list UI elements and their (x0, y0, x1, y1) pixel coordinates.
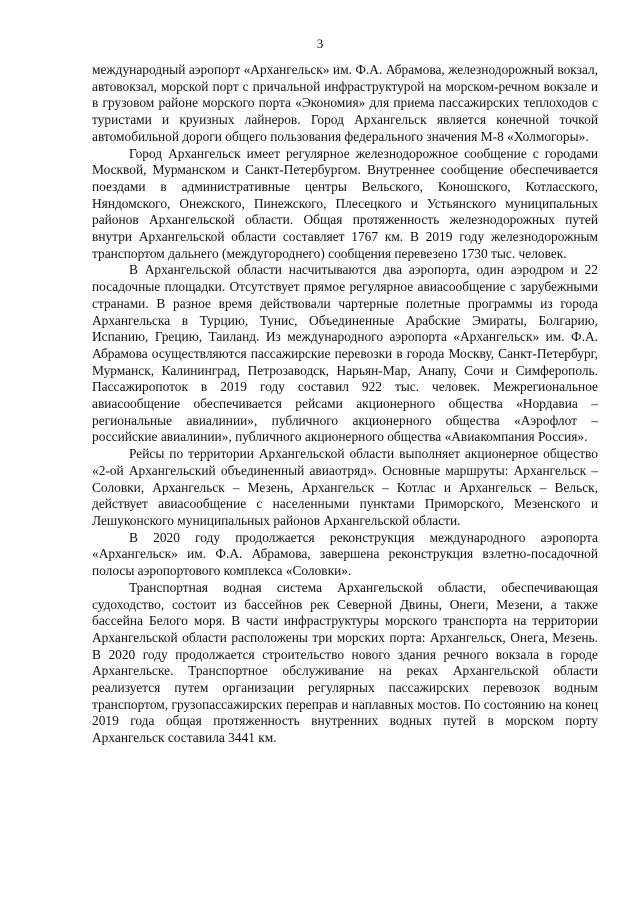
paragraph-reconstruction: В 2020 году продолжается реконструкция международного аэропорта «Архангельск» им. Ф.А. Абрамова, завершена реконструкция взлетно-посадочной полосы аэропортового комплекса «Соловки». (92, 529, 598, 579)
document-body (92, 62, 598, 747)
paragraph-regional-flights: Рейсы по территории Архангельской области выполняет акционерное общество «2-ой Архангельский объединенный авиаотряд». Основные маршруты: Архангельск – Соловки, Архангельск – Мезень, Архангельск – Котлас и Архангельск – Вельск, действует авиасообщение с населенными пунктами Приморского, Мезенского и Лешуконского муниципальных районов Архангельской области. (92, 446, 598, 528)
paragraph-airport-continuation: международный аэропорт «Архангельск» им. Ф.А. Абрамова, железнодорожный вокзал, автовокзал, морской порт с причальной инфраструктурой на морском-речном вокзале и в грузовом районе морского порта «Экономия» для приема пассажирских теплоходов с туристами и круизных лайнеров. Город Архангельск является конечной точкой автомобильной дороги общего пользования федерального значения М-8 «Холмогоры». (92, 62, 598, 144)
paragraph-airports: В Архангельской области насчитываются два аэропорта, один аэродром и 22 посадочные площадки. Отсутствует прямое регулярное авиасообщение с зарубежными странами. В разное время действовали чартерные полетные программы из города Архангельска в Турцию, Тунис, Объединенные Арабские Эмираты, Болгарию, Испанию, Грецию, Таиланд. Из международного аэропорта «Архангельск» им. Ф.А. Абрамова осуществляются пассажирские перевозки в города Москву, Санкт-Петербург, Мурманск, Калининград, Петрозаводск, Нарьян-Мар, Анапу, Сочи и Симферополь. Пассажиропоток в 2019 году составил 922 тыс. человек. Межрегиональное авиасообщение обеспечивается рейсами акционерного общества «Нордавиа – региональные авиалинии», публичного акционерного общества «Аэрофлот – российские авиалинии», публичного акционерного общества «Авиакомпания Россия». (92, 262, 598, 445)
page-number: 3 (316, 36, 324, 51)
paragraph-water-transport: Транспортная водная система Архангельской области, обеспечивающая судоходство, состоит из бассейнов рек Северной Двины, Онеги, Мезени, а также бассейна Белого моря. В части инфраструктуры морского транспорта на территории Архангельской области расположены три морских порта: Архангельск, Онега, Мезень. В 2020 году продолжается строительство нового здания речного вокзала в городе Архангельске. Транспортное обслуживание на реках Архангельской области реализуется путем организации регулярных пассажирских перевозок водным транспортом, грузопассажирских переправ и наплавных мостов. По состоянию на конец 2019 года общая протяженность внутренних водных путей в морском порту Архангельск составила 3441 км. (92, 579, 598, 746)
paragraph-railway: Город Архангельск имеет регулярное железнодорожное сообщение с городами Москвой, Мурманском и Санкт-Петербургом. Внутреннее сообщение обеспечивается поездами в административные центры Вельского, Коношского, Котласского, Няндомского, Онежского, Пинежского, Плесецкого и Устьянского муниципальных районов Архангельской области. Общая протяженность железнодорожных путей внутри Архангельской области составляет 1767 км. В 2019 году железнодорожным транспортом дальнего (междугороднего) сообщения перевезено 1730 тыс. человек. (92, 145, 598, 261)
